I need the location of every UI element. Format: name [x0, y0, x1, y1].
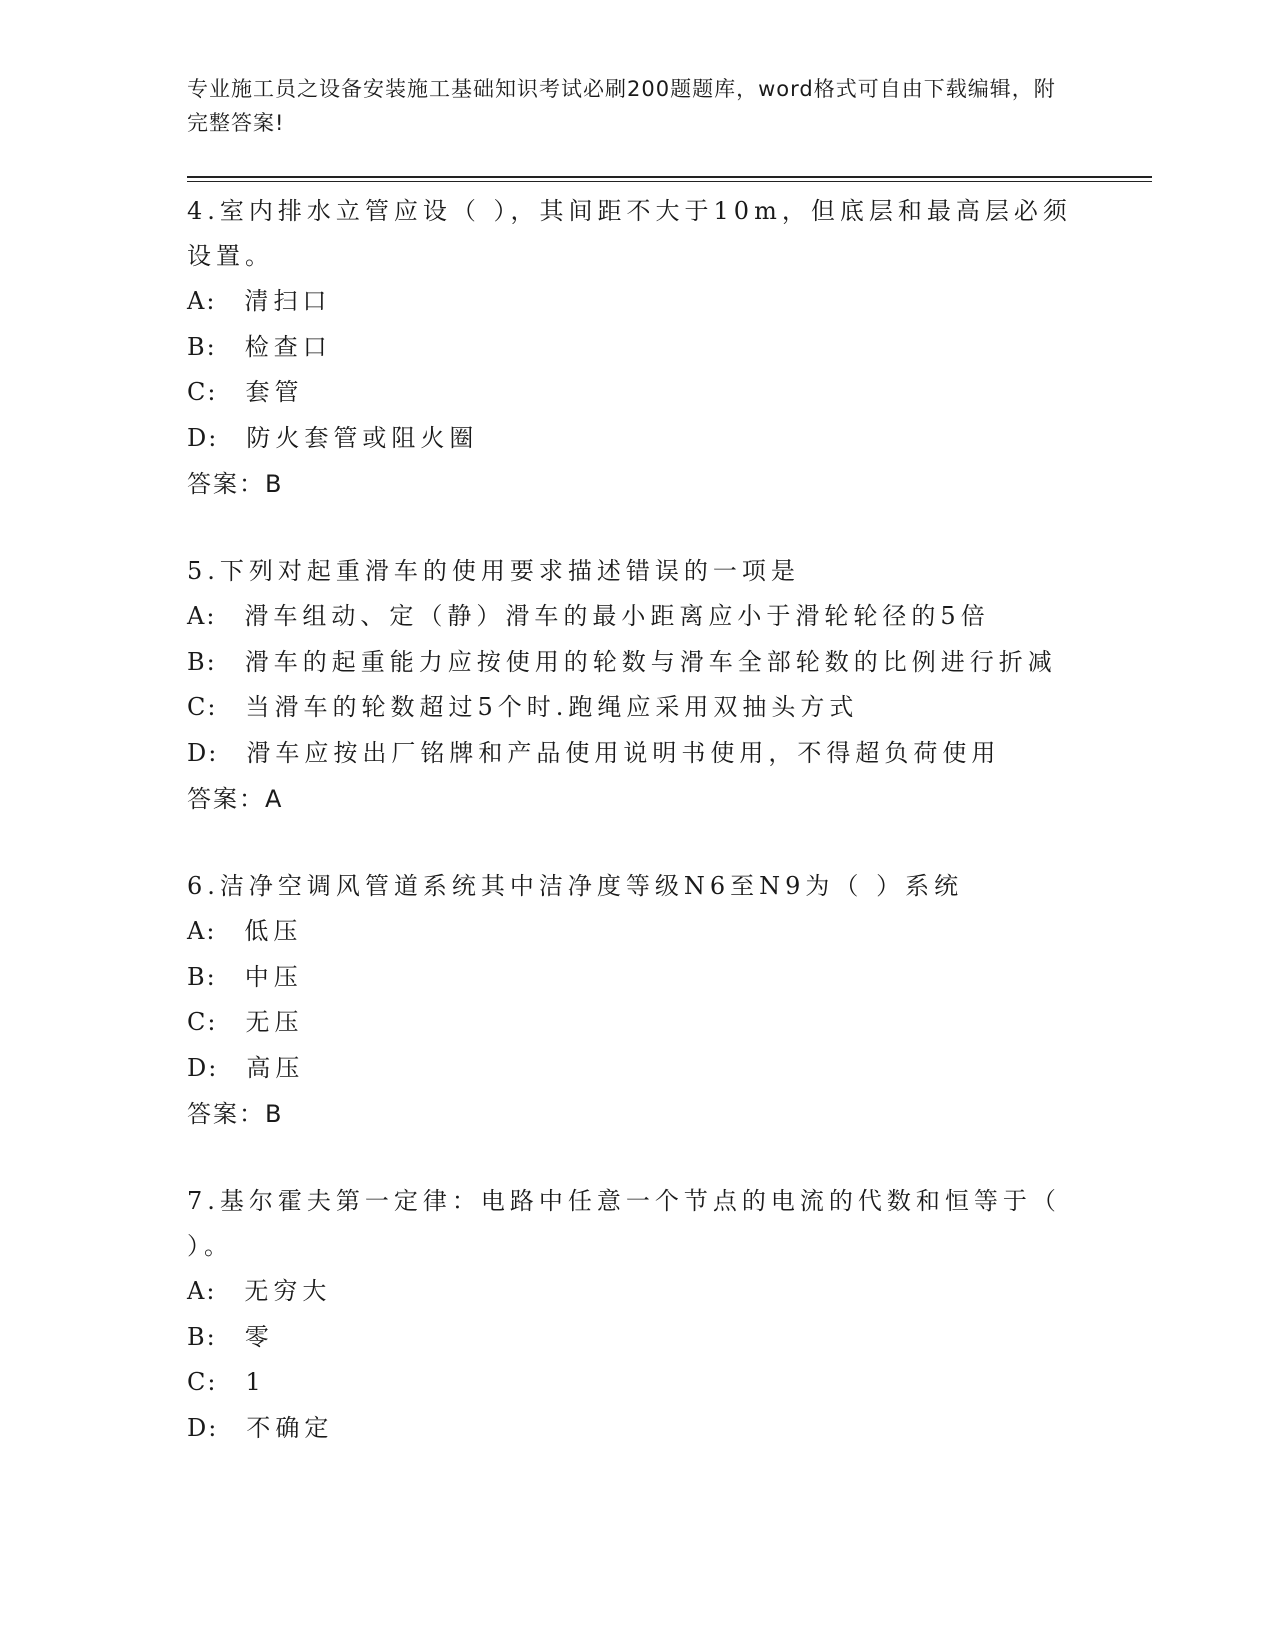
option-text: 高压 [246, 1053, 305, 1082]
option-text: 滑车的起重能力应按使用的轮数与滑车全部轮数的比例进行折减 [244, 647, 1057, 676]
option-letter: D: [187, 1053, 219, 1082]
option-text: 不确定 [246, 1413, 334, 1442]
document-header: 专业施工员之设备安装施工基础知识考试必刷200题题库，word格式可自由下载编辑，附完整答案! [187, 77, 1056, 135]
option-text: 套管 [245, 378, 304, 406]
option-letter: C: [187, 1368, 218, 1396]
option-letter: B: [187, 647, 217, 676]
option-letter: D: [187, 738, 219, 767]
option-letter: A: [187, 602, 217, 630]
option-text: 中压 [244, 962, 303, 991]
option-text: 无压 [245, 1008, 304, 1036]
option-text: 滑车组动、定（静）滑车的最小距离应小于滑轮轮径的5倍 [244, 602, 990, 630]
option-text: 零 [244, 1322, 274, 1351]
question-text: 5.下列对起重滑车的使用要求描述错误的一项是 [187, 557, 800, 585]
option-letter: A: [187, 1277, 217, 1305]
option-c [187, 370, 1087, 416]
option-a [187, 594, 1087, 640]
question-text: 7.基尔霍夫第一定律：电路中任意一个节点的电流的代数和恒等于（ ）。 [187, 1187, 1061, 1260]
option-text: 滑车应按出厂铭牌和产品使用说明书使用，不得超负荷使用 [246, 738, 1001, 767]
option-b [187, 640, 1087, 686]
option-text: 无穷大 [244, 1277, 332, 1305]
header-divider-thin [187, 181, 1152, 182]
option-d [187, 416, 1087, 462]
option-a [187, 279, 1087, 325]
option-letter: C: [187, 378, 218, 406]
header-divider-thick [187, 176, 1152, 178]
option-a [187, 909, 1087, 955]
option-c [187, 1360, 1087, 1406]
question-4 [187, 189, 1087, 507]
option-letter: B: [187, 962, 217, 991]
option-letter: A: [187, 917, 217, 945]
option-c [187, 1000, 1087, 1046]
question-7 [187, 1179, 1087, 1451]
option-letter: B: [187, 332, 217, 361]
answer-line: 答案：B [187, 1100, 284, 1128]
option-d [187, 731, 1087, 777]
option-a [187, 1269, 1087, 1315]
option-b [187, 325, 1087, 371]
question-text: 4.室内排水立管应设（ ），其间距不大于10m，但底层和最高层必须设置。 [187, 197, 1072, 270]
question-6 [187, 864, 1087, 1137]
option-text: 当滑车的轮数超过5个时.跑绳应采用双抽头方式 [245, 693, 859, 721]
option-b [187, 1315, 1087, 1361]
question-5 [187, 549, 1087, 822]
option-c [187, 685, 1087, 731]
question-text: 6.洁净空调风管道系统其中洁净度等级N6至N9为（ ）系统 [187, 872, 964, 900]
option-text: 1 [245, 1368, 266, 1396]
option-d [187, 1046, 1087, 1092]
answer-line: 答案：B [187, 470, 284, 498]
option-letter: C: [187, 693, 218, 721]
option-b [187, 955, 1087, 1001]
option-text: 防火套管或阻火圈 [246, 423, 479, 452]
option-letter: D: [187, 423, 219, 452]
option-letter: A: [187, 287, 217, 315]
answer-line: 答案：A [187, 785, 284, 813]
option-letter: B: [187, 1322, 217, 1351]
option-letter: D: [187, 1413, 219, 1442]
option-d [187, 1406, 1087, 1452]
option-text: 清扫口 [244, 287, 332, 315]
question-list [187, 189, 1087, 1493]
option-letter: C: [187, 1008, 218, 1036]
option-text: 检查口 [244, 332, 332, 361]
option-text: 低压 [244, 917, 303, 945]
